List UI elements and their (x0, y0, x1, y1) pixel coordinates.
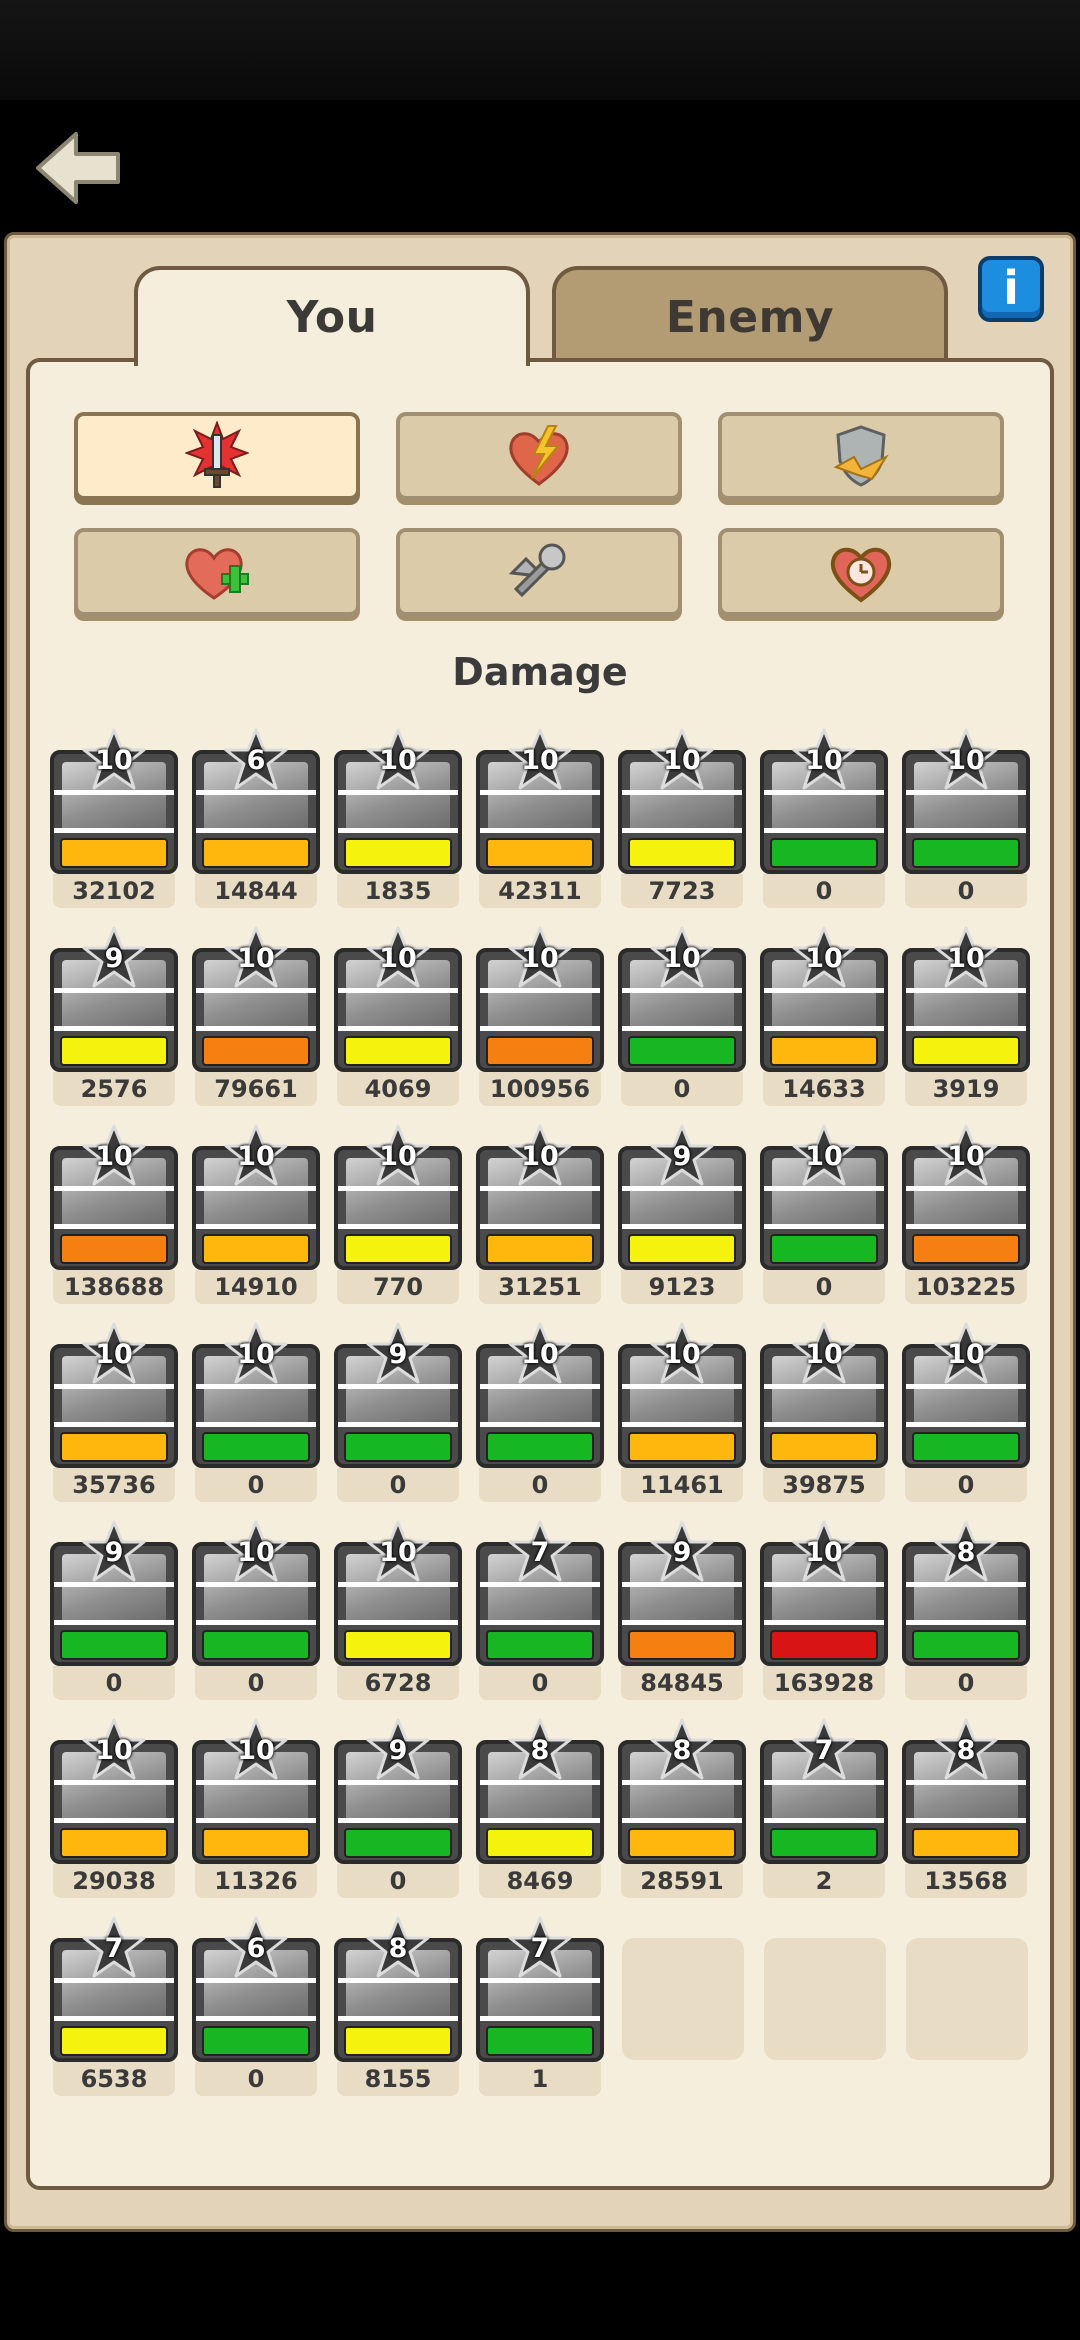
damage-bar (344, 1432, 452, 1462)
section-title: Damage (452, 650, 628, 694)
level-star-icon (504, 926, 576, 990)
unit-level: 10 (379, 943, 417, 974)
filter-heart-lightning-button[interactable] (396, 412, 682, 500)
unit-card[interactable] (618, 1141, 746, 1306)
highlight-stripe (196, 1818, 316, 1823)
damage-bar (770, 1432, 878, 1462)
highlight-stripe (54, 1620, 174, 1625)
damage-bar (202, 2026, 310, 2056)
highlight-stripe (196, 1224, 316, 1229)
highlight-stripe (54, 1422, 174, 1427)
unit-card[interactable] (334, 1339, 462, 1504)
highlight-stripe (338, 1224, 458, 1229)
unit-level: 10 (663, 943, 701, 974)
highlight-stripe (54, 828, 174, 833)
unit-level: 9 (672, 1537, 692, 1568)
tab-you[interactable]: You (134, 266, 530, 366)
unit-damage-value: 2 (763, 1864, 885, 1898)
damage-bar (486, 1432, 594, 1462)
unit-level: 7 (814, 1735, 834, 1766)
damage-bar (486, 1234, 594, 1264)
empty-unit-slot (764, 1938, 886, 2060)
damage-bar (344, 1036, 452, 1066)
damage-bar (770, 1828, 878, 1858)
unit-card[interactable] (50, 1537, 178, 1702)
unit-damage-value: 14910 (195, 1270, 317, 1304)
unit-level: 10 (521, 745, 559, 776)
unit-damage-value: 770 (337, 1270, 459, 1304)
filter-shield-button[interactable] (718, 412, 1004, 500)
highlight-stripe (196, 828, 316, 833)
highlight-stripe (622, 1224, 742, 1229)
unit-damage-value: 1835 (337, 874, 459, 908)
level-star-icon (788, 728, 860, 792)
highlight-stripe (338, 828, 458, 833)
unit-damage-value: 9123 (621, 1270, 743, 1304)
level-star-icon (504, 1718, 576, 1782)
damage-bar (60, 1036, 168, 1066)
unit-level: 9 (104, 943, 124, 974)
unit-card[interactable] (192, 1141, 320, 1306)
filter-healing-button[interactable] (74, 528, 360, 616)
unit-level: 8 (672, 1735, 692, 1766)
level-star-icon (362, 1520, 434, 1584)
wrench-icon (506, 539, 572, 605)
damage-bar (486, 1828, 594, 1858)
unit-card[interactable] (760, 1735, 888, 1900)
top-band (0, 0, 1080, 100)
back-button[interactable] (30, 128, 130, 208)
unit-level: 10 (379, 1141, 417, 1172)
damage-bar (202, 1036, 310, 1066)
unit-card[interactable] (334, 1933, 462, 2098)
damage-bar (486, 838, 594, 868)
unit-card[interactable] (476, 745, 604, 910)
unit-level: 10 (237, 1537, 275, 1568)
unit-level: 10 (521, 943, 559, 974)
damage-bar (912, 1036, 1020, 1066)
highlight-stripe (906, 828, 1026, 833)
unit-level: 10 (95, 1141, 133, 1172)
unit-card[interactable] (50, 1141, 178, 1306)
level-star-icon (646, 1124, 718, 1188)
damage-bar (912, 1432, 1020, 1462)
highlight-stripe (338, 1422, 458, 1427)
level-star-icon (362, 1322, 434, 1386)
damage-bar (202, 1432, 310, 1462)
damage-bar (486, 2026, 594, 2056)
damage-bar (60, 1828, 168, 1858)
damage-bar (628, 1630, 736, 1660)
damage-bar (912, 1234, 1020, 1264)
level-star-icon (788, 1124, 860, 1188)
unit-damage-value: 0 (195, 1666, 317, 1700)
unit-card[interactable] (618, 943, 746, 1108)
level-star-icon (504, 1322, 576, 1386)
level-star-icon (930, 1520, 1002, 1584)
level-star-icon (646, 1322, 718, 1386)
unit-level: 8 (956, 1537, 976, 1568)
unit-damage-value: 3919 (905, 1072, 1027, 1106)
unit-card[interactable] (618, 1735, 746, 1900)
back-arrow-icon (30, 128, 130, 208)
unit-card[interactable] (334, 1735, 462, 1900)
highlight-stripe (622, 1818, 742, 1823)
unit-card[interactable] (618, 1339, 746, 1504)
sword-icon (185, 421, 249, 491)
unit-damage-value: 0 (621, 1072, 743, 1106)
unit-damage-value: 31251 (479, 1270, 601, 1304)
unit-damage-value: 39875 (763, 1468, 885, 1502)
unit-level: 8 (530, 1735, 550, 1766)
level-star-icon (220, 1520, 292, 1584)
highlight-stripe (54, 1224, 174, 1229)
damage-bar (344, 1234, 452, 1264)
unit-card[interactable] (902, 1339, 1030, 1504)
unit-damage-value: 32102 (53, 874, 175, 908)
unit-level: 10 (805, 1141, 843, 1172)
unit-damage-value: 0 (479, 1468, 601, 1502)
level-star-icon (220, 1124, 292, 1188)
unit-level: 10 (805, 1537, 843, 1568)
unit-level: 10 (947, 943, 985, 974)
unit-card[interactable] (334, 1141, 462, 1306)
unit-card[interactable] (760, 1339, 888, 1504)
heart-lightning-icon (504, 424, 574, 488)
unit-card[interactable] (192, 943, 320, 1108)
unit-card[interactable] (760, 1141, 888, 1306)
level-star-icon (504, 1520, 576, 1584)
highlight-stripe (480, 2016, 600, 2021)
highlight-stripe (338, 1818, 458, 1823)
unit-level: 8 (388, 1933, 408, 1964)
unit-damage-value: 103225 (905, 1270, 1027, 1304)
highlight-stripe (622, 828, 742, 833)
highlight-stripe (906, 1026, 1026, 1031)
highlight-stripe (906, 1620, 1026, 1625)
unit-damage-value: 6538 (53, 2062, 175, 2096)
level-star-icon (78, 1322, 150, 1386)
highlight-stripe (196, 1026, 316, 1031)
unit-level: 10 (805, 943, 843, 974)
damage-bar (628, 1234, 736, 1264)
level-star-icon (504, 1916, 576, 1980)
highlight-stripe (196, 1422, 316, 1427)
unit-level: 10 (95, 1735, 133, 1766)
unit-damage-value: 7723 (621, 874, 743, 908)
unit-level: 10 (521, 1339, 559, 1370)
unit-damage-value: 11326 (195, 1864, 317, 1898)
highlight-stripe (764, 1026, 884, 1031)
unit-level: 10 (947, 1339, 985, 1370)
damage-bar (344, 1630, 452, 1660)
unit-card[interactable] (192, 745, 320, 910)
highlight-stripe (764, 1620, 884, 1625)
damage-bar (770, 1630, 878, 1660)
unit-damage-value: 0 (195, 1468, 317, 1502)
unit-level: 9 (672, 1141, 692, 1172)
unit-damage-value: 8469 (479, 1864, 601, 1898)
unit-level: 10 (95, 1339, 133, 1370)
filter-damage-button[interactable] (74, 412, 360, 500)
unit-damage-value: 0 (53, 1666, 175, 1700)
unit-damage-value: 1 (479, 2062, 601, 2096)
level-star-icon (930, 1322, 1002, 1386)
level-star-icon (220, 1916, 292, 1980)
level-star-icon (504, 728, 576, 792)
highlight-stripe (54, 1818, 174, 1823)
unit-card[interactable] (902, 745, 1030, 910)
level-star-icon (788, 1322, 860, 1386)
highlight-stripe (338, 1620, 458, 1625)
damage-bar (770, 1036, 878, 1066)
damage-bar (628, 838, 736, 868)
unit-card[interactable] (50, 1339, 178, 1504)
unit-damage-value: 14844 (195, 874, 317, 908)
unit-level: 6 (246, 745, 266, 776)
empty-unit-slot (906, 1938, 1028, 2060)
unit-damage-value: 11461 (621, 1468, 743, 1502)
unit-level: 10 (805, 745, 843, 776)
unit-damage-value: 35736 (53, 1468, 175, 1502)
unit-damage-value: 4069 (337, 1072, 459, 1106)
level-star-icon (362, 1718, 434, 1782)
unit-card[interactable] (476, 1537, 604, 1702)
damage-bar (770, 1234, 878, 1264)
level-star-icon (788, 1520, 860, 1584)
shield-icon (828, 423, 894, 489)
highlight-stripe (764, 828, 884, 833)
unit-level: 10 (947, 745, 985, 776)
level-star-icon (220, 1718, 292, 1782)
highlight-stripe (764, 1224, 884, 1229)
unit-level: 7 (530, 1933, 550, 1964)
level-star-icon (362, 1124, 434, 1188)
level-star-icon (78, 926, 150, 990)
damage-bar (202, 1630, 310, 1660)
unit-damage-value: 6728 (337, 1666, 459, 1700)
level-star-icon (788, 1718, 860, 1782)
unit-level: 10 (379, 745, 417, 776)
damage-bar (344, 2026, 452, 2056)
unit-level: 10 (237, 1141, 275, 1172)
unit-level: 10 (947, 1141, 985, 1172)
unit-damage-value: 0 (905, 1666, 1027, 1700)
level-star-icon (646, 926, 718, 990)
unit-damage-value: 0 (337, 1864, 459, 1898)
level-star-icon (220, 728, 292, 792)
level-star-icon (362, 1916, 434, 1980)
highlight-stripe (906, 1422, 1026, 1427)
unit-card[interactable] (192, 1735, 320, 1900)
unit-card[interactable] (902, 1141, 1030, 1306)
unit-damage-value: 8155 (337, 2062, 459, 2096)
unit-level: 10 (805, 1339, 843, 1370)
unit-card[interactable] (50, 1933, 178, 2098)
unit-damage-value: 42311 (479, 874, 601, 908)
damage-bar (60, 838, 168, 868)
highlight-stripe (764, 1422, 884, 1427)
heart-clock-icon (826, 540, 896, 604)
unit-card[interactable] (902, 1537, 1030, 1702)
unit-level: 7 (104, 1933, 124, 1964)
highlight-stripe (906, 1224, 1026, 1229)
highlight-stripe (54, 1026, 174, 1031)
damage-bar (202, 838, 310, 868)
highlight-stripe (338, 1026, 458, 1031)
filter-heart-time-button[interactable] (718, 528, 1004, 616)
damage-bar (202, 1828, 310, 1858)
unit-damage-value: 29038 (53, 1864, 175, 1898)
unit-level: 8 (956, 1735, 976, 1766)
damage-bar (344, 838, 452, 868)
level-star-icon (646, 1718, 718, 1782)
unit-damage-value: 84845 (621, 1666, 743, 1700)
unit-card[interactable] (760, 1537, 888, 1702)
damage-bar (912, 1828, 1020, 1858)
heart-plus-icon (182, 540, 252, 604)
unit-card[interactable] (192, 1933, 320, 2098)
level-star-icon (930, 926, 1002, 990)
unit-damage-value: 14633 (763, 1072, 885, 1106)
level-star-icon (646, 728, 718, 792)
unit-card[interactable] (476, 1933, 604, 2098)
unit-damage-value: 0 (479, 1666, 601, 1700)
damage-bar (628, 1432, 736, 1462)
unit-damage-value: 138688 (53, 1270, 175, 1304)
unit-level: 10 (237, 1735, 275, 1766)
unit-card[interactable] (50, 745, 178, 910)
tab-enemy[interactable]: Enemy (552, 266, 948, 362)
unit-damage-value: 0 (763, 874, 885, 908)
level-star-icon (646, 1520, 718, 1584)
unit-level: 7 (530, 1537, 550, 1568)
unit-card[interactable] (192, 1339, 320, 1504)
damage-bar (60, 1234, 168, 1264)
unit-level: 10 (237, 1339, 275, 1370)
unit-damage-value: 163928 (763, 1666, 885, 1700)
unit-card[interactable] (902, 1735, 1030, 1900)
level-star-icon (220, 926, 292, 990)
unit-level: 10 (379, 1537, 417, 1568)
damage-bar (60, 2026, 168, 2056)
empty-unit-slot (622, 1938, 744, 2060)
unit-damage-value: 2576 (53, 1072, 175, 1106)
unit-damage-value: 13568 (905, 1864, 1027, 1898)
unit-card[interactable] (50, 1735, 178, 1900)
unit-level: 10 (237, 943, 275, 974)
level-star-icon (930, 1124, 1002, 1188)
highlight-stripe (196, 2016, 316, 2021)
unit-card[interactable] (476, 1339, 604, 1504)
filter-repair-button[interactable] (396, 528, 682, 616)
unit-card[interactable] (760, 745, 888, 910)
level-star-icon (362, 926, 434, 990)
level-star-icon (78, 1916, 150, 1980)
unit-level: 10 (95, 745, 133, 776)
highlight-stripe (906, 1818, 1026, 1823)
unit-card[interactable] (476, 1141, 604, 1306)
unit-card[interactable] (618, 1537, 746, 1702)
unit-damage-value: 0 (763, 1270, 885, 1304)
highlight-stripe (480, 1422, 600, 1427)
damage-bar (628, 1036, 736, 1066)
unit-damage-value: 28591 (621, 1864, 743, 1898)
unit-level: 10 (663, 1339, 701, 1370)
unit-level: 10 (521, 1141, 559, 1172)
unit-card[interactable] (334, 745, 462, 910)
unit-level: 6 (246, 1933, 266, 1964)
damage-bar (202, 1234, 310, 1264)
highlight-stripe (338, 2016, 458, 2021)
info-button[interactable]: i (978, 256, 1044, 322)
highlight-stripe (622, 1620, 742, 1625)
damage-bar (486, 1630, 594, 1660)
level-star-icon (78, 1124, 150, 1188)
damage-bar (344, 1828, 452, 1858)
damage-bar (912, 838, 1020, 868)
level-star-icon (930, 1718, 1002, 1782)
level-star-icon (78, 1520, 150, 1584)
damage-bar (912, 1630, 1020, 1660)
unit-damage-value: 0 (905, 1468, 1027, 1502)
damage-bar (628, 1828, 736, 1858)
damage-bar (486, 1036, 594, 1066)
damage-bar (60, 1432, 168, 1462)
damage-bar (60, 1630, 168, 1660)
unit-level: 10 (663, 745, 701, 776)
unit-damage-value: 0 (195, 2062, 317, 2096)
highlight-stripe (480, 1026, 600, 1031)
unit-card[interactable] (476, 1735, 604, 1900)
highlight-stripe (480, 1620, 600, 1625)
highlight-stripe (196, 1620, 316, 1625)
unit-damage-value: 79661 (195, 1072, 317, 1106)
damage-bar (770, 838, 878, 868)
highlight-stripe (54, 2016, 174, 2021)
highlight-stripe (622, 1422, 742, 1427)
level-star-icon (504, 1124, 576, 1188)
unit-card[interactable] (902, 943, 1030, 1108)
level-star-icon (362, 728, 434, 792)
highlight-stripe (480, 1818, 600, 1823)
unit-card[interactable] (476, 943, 604, 1108)
level-star-icon (220, 1322, 292, 1386)
unit-card[interactable] (50, 943, 178, 1108)
unit-damage-value: 0 (905, 874, 1027, 908)
highlight-stripe (480, 1224, 600, 1229)
unit-damage-value: 100956 (479, 1072, 601, 1106)
unit-card[interactable] (334, 1537, 462, 1702)
level-star-icon (78, 728, 150, 792)
unit-card[interactable] (760, 943, 888, 1108)
unit-level: 9 (104, 1537, 124, 1568)
level-star-icon (788, 926, 860, 990)
unit-damage-value: 0 (337, 1468, 459, 1502)
unit-level: 9 (388, 1339, 408, 1370)
highlight-stripe (480, 828, 600, 833)
highlight-stripe (764, 1818, 884, 1823)
unit-card[interactable] (192, 1537, 320, 1702)
level-star-icon (930, 728, 1002, 792)
unit-card[interactable] (618, 745, 746, 910)
unit-level: 9 (388, 1735, 408, 1766)
level-star-icon (78, 1718, 150, 1782)
highlight-stripe (622, 1026, 742, 1031)
unit-card[interactable] (334, 943, 462, 1108)
